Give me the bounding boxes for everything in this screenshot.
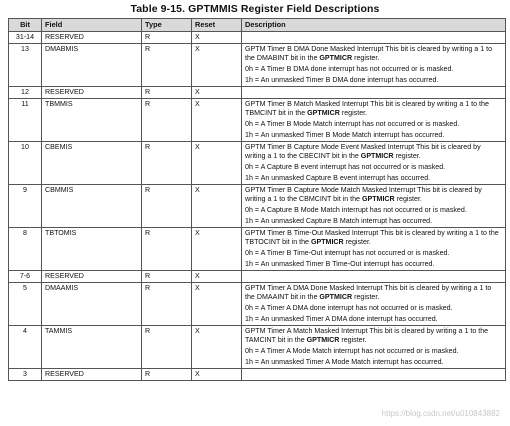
- table-row: [9, 185, 506, 228]
- cell-reset: X: [192, 185, 242, 228]
- description-line: GPTM Timer B Match Masked Interrupt This bit is cleared by writing a 1 to the TBMCINT bit in the GPTMICR register.: [245, 100, 489, 117]
- cell-field: DMAAMIS: [42, 283, 142, 326]
- table-row: [9, 369, 506, 381]
- cell-type: R: [142, 228, 192, 271]
- cell-reset: X: [192, 44, 242, 87]
- description-line: GPTM Timer A DMA Done Masked Interrupt This bit is cleared by writing a 1 to the DMAAINT bit in the GPTMICR register.: [245, 284, 492, 301]
- description-line: GPTM Timer B DMA Done Masked Interrupt This bit is cleared by writing a 1 to the DMABINT bit in the GPTMICR register.: [245, 45, 493, 62]
- cell-bit: 10: [9, 142, 42, 185]
- description-line: GPTM Timer B Capture Mode Event Masked Interrupt This bit is cleared by writing a 1 to the CBECINT bit in the GPTMICR register.: [245, 143, 481, 160]
- cell-type: R: [142, 185, 192, 228]
- table-body: [9, 32, 506, 381]
- table-row: [9, 283, 506, 326]
- header-reset: Reset: [192, 19, 242, 32]
- header-bit: Bit: [9, 19, 42, 32]
- description-line: 0h = A Timer B DMA done interrupt has not occurred or is masked.: [245, 65, 454, 73]
- cell-type: R: [142, 44, 192, 87]
- header-field: Field: [42, 19, 142, 32]
- cell-bit: 13: [9, 44, 42, 87]
- cell-description: [242, 326, 506, 369]
- cell-reset: X: [192, 326, 242, 369]
- description-line: 1h = An unmasked Capture B Match interrupt has occurred.: [245, 217, 433, 225]
- description-line: 0h = A Capture B Mode Match interrupt has not occurred or is masked.: [245, 206, 467, 214]
- table-title: Table 9-15. GPTMMIS Register Field Descriptions: [130, 3, 380, 15]
- cell-type: R: [142, 99, 192, 142]
- cell-reset: X: [192, 271, 242, 283]
- description-line: 0h = A Timer A Mode Match interrupt has not occurred or is masked.: [245, 347, 459, 355]
- cell-type: R: [142, 87, 192, 99]
- cell-reset: X: [192, 87, 242, 99]
- cell-field: TBTOMIS: [42, 228, 142, 271]
- description-line: GPTM Timer B Capture Mode Match Masked Interrupt This bit is cleared by writing a 1 to the CBMCINT bit in the GPTMICR register.: [245, 186, 482, 203]
- cell-reset: X: [192, 369, 242, 381]
- cell-bit: 7-6: [9, 271, 42, 283]
- cell-field: CBMMIS: [42, 185, 142, 228]
- description-line: 0h = A Timer B Time-Out interrupt has not occurred or is masked.: [245, 249, 450, 257]
- cell-description: [242, 44, 506, 87]
- cell-bit: 31-14: [9, 32, 42, 44]
- table-header-row: [9, 19, 506, 32]
- cell-type: R: [142, 142, 192, 185]
- cell-bit: 3: [9, 369, 42, 381]
- description-line: GPTM Timer B Time-Out Masked Interrupt This bit is cleared by writing a 1 to the TBTOCINT bit in the GPTMICR register.: [245, 229, 499, 246]
- table-row: [9, 32, 506, 44]
- cell-reset: X: [192, 32, 242, 44]
- cell-description: [242, 185, 506, 228]
- table-row: [9, 228, 506, 271]
- cell-description: [242, 32, 506, 44]
- cell-bit: 5: [9, 283, 42, 326]
- description-line: 0h = A Capture B event interrupt has not occurred or is masked.: [245, 163, 446, 171]
- cell-reset: X: [192, 283, 242, 326]
- cell-bit: 12: [9, 87, 42, 99]
- header-type: Type: [142, 19, 192, 32]
- cell-field: TBMMIS: [42, 99, 142, 142]
- cell-type: R: [142, 326, 192, 369]
- cell-description: [242, 87, 506, 99]
- cell-bit: 8: [9, 228, 42, 271]
- cell-reset: X: [192, 142, 242, 185]
- description-line: 1h = An unmasked Timer B DMA done interrupt has occurred.: [245, 76, 439, 84]
- cell-description: [242, 142, 506, 185]
- cell-field: RESERVED: [42, 87, 142, 99]
- cell-type: R: [142, 271, 192, 283]
- table-row: [9, 87, 506, 99]
- cell-reset: X: [192, 99, 242, 142]
- register-field-table: [8, 18, 506, 381]
- description-line: 0h = A Timer A DMA done interrupt has not occurred or is masked.: [245, 304, 453, 312]
- cell-type: R: [142, 283, 192, 326]
- table-row: [9, 326, 506, 369]
- description-line: 1h = An unmasked Timer A DMA done interrupt has occurred.: [245, 315, 438, 323]
- description-line: GPTM Timer A Match Masked Interrupt This bit is cleared by writing a 1 to the TAMCINT bit in the GPTMICR register.: [245, 327, 489, 344]
- description-line: 0h = A Timer B Mode Match interrupt has not occurred or is masked.: [245, 120, 460, 128]
- description-line: 1h = An unmasked Capture B event interrupt has occurred.: [245, 174, 431, 182]
- cell-type: R: [142, 369, 192, 381]
- cell-field: DMABMIS: [42, 44, 142, 87]
- cell-bit: 4: [9, 326, 42, 369]
- description-line: 1h = An unmasked Timer A Mode Match interrupt has occurred.: [245, 358, 444, 366]
- cell-field: CBEMIS: [42, 142, 142, 185]
- cell-field: RESERVED: [42, 32, 142, 44]
- cell-field: RESERVED: [42, 369, 142, 381]
- cell-type: R: [142, 32, 192, 44]
- cell-description: [242, 99, 506, 142]
- header-description: Description: [242, 19, 506, 32]
- cell-bit: 9: [9, 185, 42, 228]
- cell-bit: 11: [9, 99, 42, 142]
- description-line: 1h = An unmasked Timer B Mode Match interrupt has occurred.: [245, 131, 445, 139]
- cell-description: [242, 283, 506, 326]
- table-row: [9, 142, 506, 185]
- table-row: [9, 271, 506, 283]
- table-row: [9, 99, 506, 142]
- watermark-text: https://blog.csdn.net/u010843882: [381, 409, 500, 418]
- description-line: 1h = An unmasked Timer B Time-Out interrupt has occurred.: [245, 260, 435, 268]
- cell-field: TAMMIS: [42, 326, 142, 369]
- cell-description: [242, 271, 506, 283]
- cell-field: RESERVED: [42, 271, 142, 283]
- cell-reset: X: [192, 228, 242, 271]
- cell-description: [242, 369, 506, 381]
- cell-description: [242, 228, 506, 271]
- table-row: [9, 44, 506, 87]
